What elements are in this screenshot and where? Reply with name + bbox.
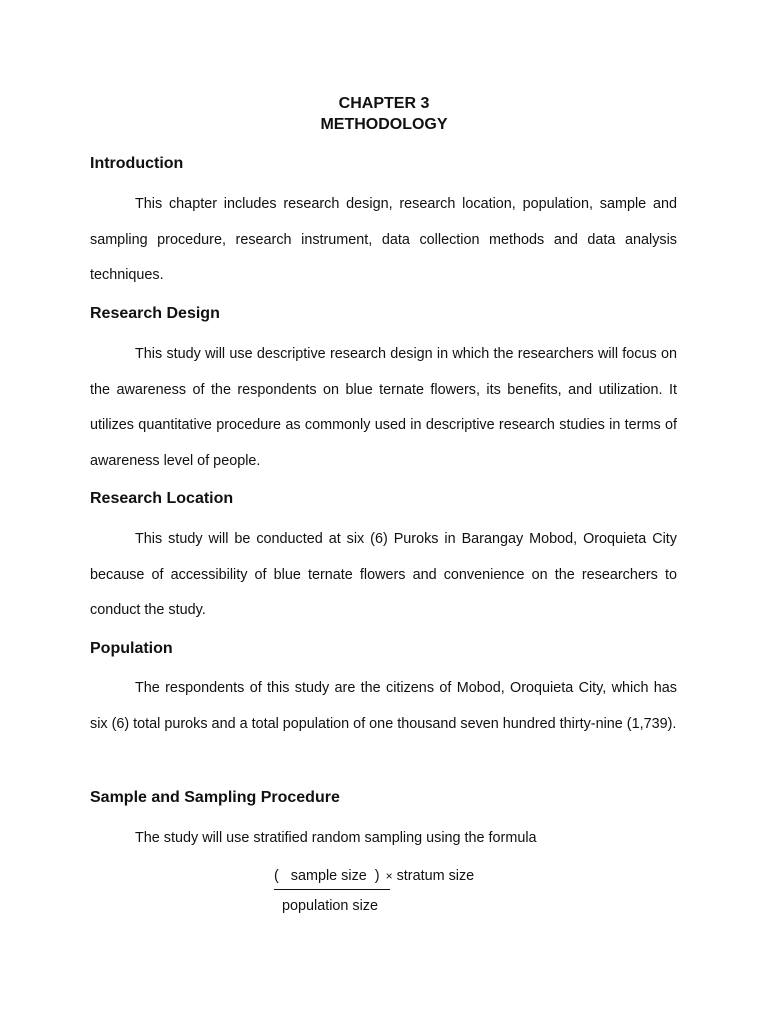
chapter-number: CHAPTER 3	[338, 95, 430, 112]
paragraph-research-location: This study will be conducted at six (6) Puroks in Barangay Mobod, Oroquieta City because of accessibility of blue ternate flowers and convenience on the researchers to conduct the study.	[90, 531, 677, 618]
heading-research-location: Research Location	[90, 490, 234, 507]
heading-sampling: Sample and Sampling Procedure	[90, 789, 340, 806]
chapter-title: METHODOLOGY	[320, 116, 448, 133]
formula-sample-size: sample size	[290, 868, 367, 884]
stratified-sampling-formula	[274, 866, 475, 914]
formula-numerator	[274, 866, 474, 886]
heading-research-design: Research Design	[90, 305, 220, 322]
formula-times-sign: ×	[385, 869, 393, 883]
formula-denominator: population size	[282, 898, 379, 914]
formula-stratum-size: stratum size	[396, 868, 475, 884]
paragraph-population: The respondents of this study are the citizens of Mobod, Oroquieta City, which has six (6) total puroks and a total population of one thousand seven hundred thirty-nine (1,739).	[90, 680, 677, 732]
paragraph-research-design: This study will use descriptive research design in which the researchers will focus on the awareness of the respondents on blue ternate flowers, its benefits, and utilization. It utilizes quantitative procedure as commonly used in descriptive research studies in terms of awareness level of people.	[90, 346, 677, 469]
paragraph-introduction: This chapter includes research design, research location, population, sample and sampling procedure, research instrument, data collection methods and data analysis techniques.	[90, 196, 677, 283]
heading-introduction: Introduction	[90, 155, 184, 172]
paragraph-sampling: The study will use stratified random sampling using the formula	[135, 830, 537, 846]
formula-close-paren: )	[374, 868, 380, 884]
heading-population: Population	[90, 640, 173, 657]
formula-open-paren: (	[274, 868, 279, 884]
formula-fraction-bar	[274, 889, 390, 890]
